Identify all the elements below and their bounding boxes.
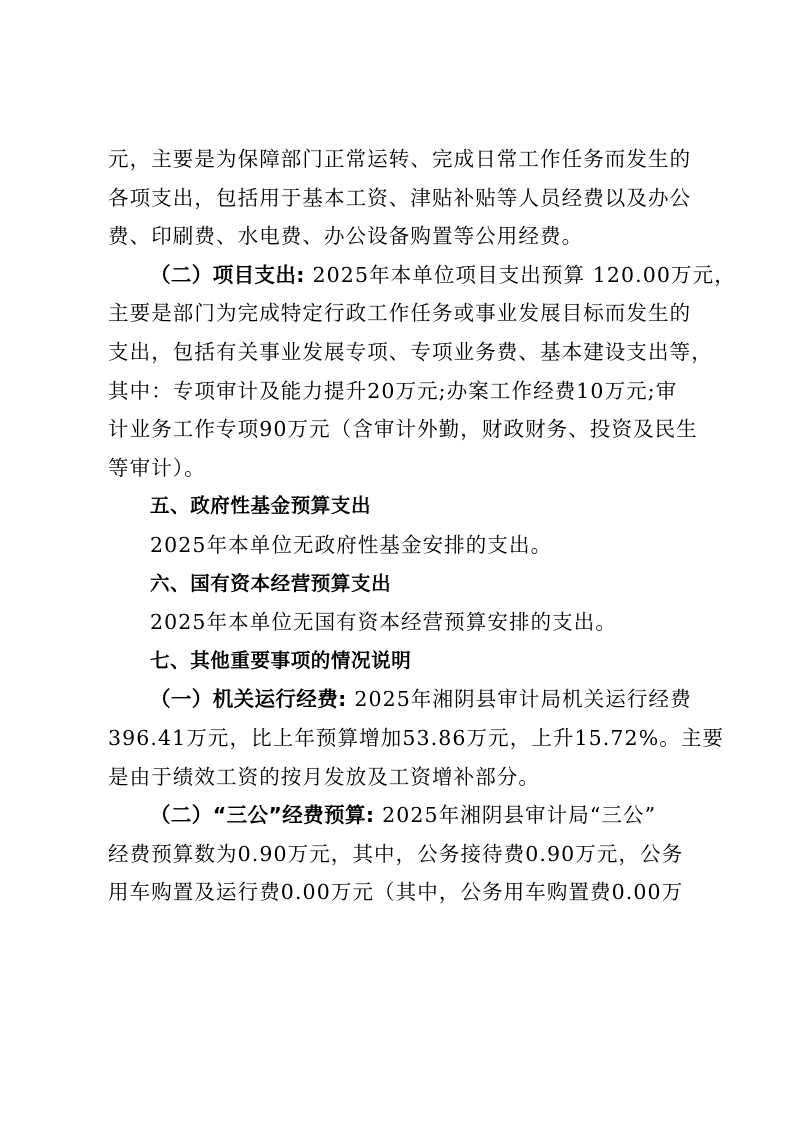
paragraph-line: 元，主要是为保障部门正常运转、完成日常工作任务而发生的 <box>108 147 692 171</box>
inline-heading: （二）“三公”经费预算: <box>150 803 375 828</box>
paragraph-line: 其中：专项审计及能力提升20万元;办案工作经费10万元;审 <box>108 378 678 403</box>
paragraph-line: 等审计）。 <box>108 455 206 480</box>
paragraph-line <box>108 796 688 835</box>
paragraph-line: 支出，包括有关事业发展专项、专项业务费、基本建设支出等， <box>108 339 713 364</box>
paragraph-line <box>108 256 736 295</box>
paragraph-line: 经费预算数为0.90万元，其中，公务接待费0.90万元，公务 <box>108 841 684 866</box>
inline-heading: （二）项目支出: <box>150 262 305 287</box>
paragraph-text: 2025年湘阴县审计局机关运行经费 <box>346 687 692 712</box>
paragraph-line: 2025年本单位无国有资本经营预算安排的支出。 <box>150 610 617 635</box>
paragraph-line: 是由于绩效工资的按月发放及工资增补部分。 <box>108 764 540 789</box>
section-heading: 五、政府性基金预算支出 <box>150 494 372 518</box>
paragraph-line: 主要是部门为完成特定行政工作任务或事业发展目标而发生的 <box>108 301 692 326</box>
paragraph-line: 计业务工作专项90万元（含审计外勤，财政财务、投资及民生 <box>108 417 698 442</box>
paragraph-text: 2025年湘阴县审计局“三公” <box>374 803 657 828</box>
paragraph-line: 2025年本单位无政府性基金安排的支出。 <box>150 532 553 557</box>
paragraph-line: 费、印刷费、水电费、办公设备购置等公用经费。 <box>108 224 584 249</box>
section-heading: 七、其他重要事项的情况说明 <box>150 648 412 672</box>
section-heading: 六、国有资本经营预算支出 <box>150 571 392 595</box>
paragraph-text: 2025年本单位项目支出预算 120.00万元， <box>304 262 736 287</box>
paragraph-line: 396.41万元，比上年预算增加53.86万元，上升15.72%。主要 <box>108 725 725 750</box>
document-page <box>108 140 736 912</box>
paragraph-line: 用车购置及运行费0.00万元（其中，公务用车购置费0.00万 <box>108 880 684 905</box>
paragraph-line <box>108 680 692 719</box>
inline-heading: （一）机关运行经费: <box>150 687 347 712</box>
paragraph-line: 各项支出，包括用于基本工资、津贴补贴等人员经费以及办公 <box>108 185 692 210</box>
